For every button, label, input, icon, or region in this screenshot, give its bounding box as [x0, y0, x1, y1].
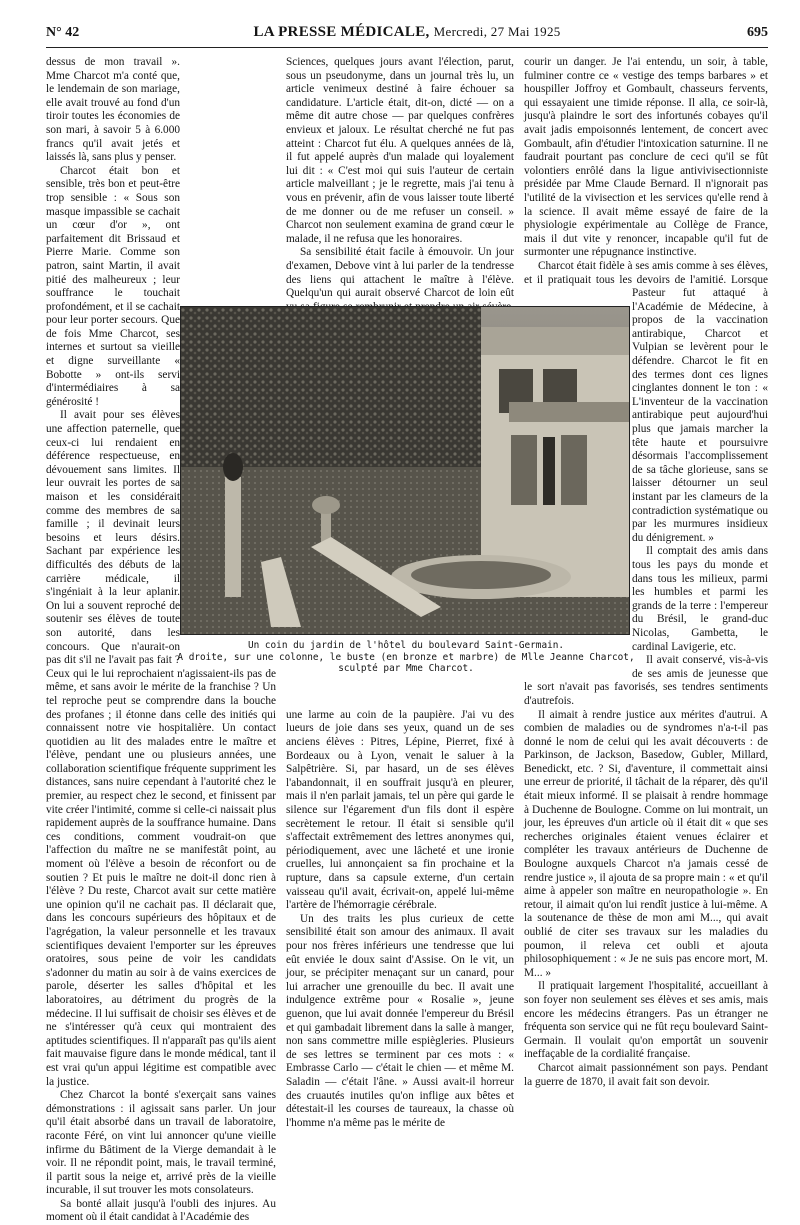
journal-name: LA PRESSE MÉDICALE,	[253, 24, 430, 40]
caption-line: A droite, sur une colonne, le buste (en bronze et marbre) de Mlle Jeanne Charcot, sculpté par Mme Charcot.	[177, 651, 635, 674]
paragraph: Charcot aimait passionnément son pays. Pendant la guerre de 1870, il avait fait son devoir.	[524, 1061, 768, 1088]
figure-spacer	[180, 56, 276, 308]
page-number: 695	[747, 25, 768, 40]
paragraph: Chez Charcot la bonté s'exerçait sans vaines démonstrations : il agissait sans parler. Un jour qu'il était absorbé dans un travail de laboratoire, raconte Féré, on vint lui annoncer qu'une vieille infirme du Bâtiment de la Vierge demandait à le voir. Il ne répondit point, mais, le travail terminé, il partit sous la neige et, arrivé près de la vieille incurable, il sut trouver les mots consolateurs.	[46, 1089, 276, 1197]
paragraph: Sciences, quelques jours avant l'élection, parut, sous un pseudonyme, dans un journal très lu, un article venimeux destiné à faire échouer sa candidature. L'article était, dit-on, dicté — on a même dit autre chose — par quelques confrères envieux et jaloux. Le résultat cherché ne fut pas atteint : Charcot fut élu. A quelques années de là, il fut appelé auprès d'un malade qui loyalement lui dit : « C'est moi qui suis l'auteur de certain article malveillant ; je le regrette, mais j'ai tenu à vous en prévenir, afin de vous laisser toute liberté de me donner ou de me refuser un conseil. » Charcot non seulement examina de grand cœur le malade, il ne refusa que les honoraires.	[286, 56, 514, 245]
paragraph: Il comptait des amis dans tous les pays du monde et dans tous les milieux, parmi les humbles et parmi les grands de la terre : l'empereur du Brésil, le grand-duc Nicolas, Gambetta, le cardinal Lavigerie, etc.	[632, 545, 768, 653]
page-header	[46, 23, 768, 47]
paragraph: Il avait pour ses élèves une affection paternelle, que ceux-ci lui rendaient en déférence respectueuse, en dévouement sans limites. Il leur ouvrait les portes de sa maison et les considérait comme des membres de sa famille ; il devinait leurs besoins et leurs désirs. Sachant par expérience les difficultés des débuts de la carrière médicale, il s'ingéniait à la leur aplanir. On lui a souvent reproché de soutenir ses élèves de toute son autorité, dans les concours. Que n'aurait-on pas dit s'il ne l'avait pas fait ? Ceux qui le lui reprochaient n'agissaient-ils pas de même, et sans avoir le mérite de la franchise ? Un tel reproche peut se comprendre dans la bouche des profanes ; il étonne dans celle des initiés qui connaissent notre vie hospitalière. Un contact quotidien au lit des malades entre le maître et l'élève, pendant une ou plusieurs années, une collaboration scientifique fréquente suppriment les distances, sans nuire cependant à l'autorité chez le premier, au respect chez le second, et finissent par vite créer l'intimité, comme si celle-ci naissait plus rapidement auprès de la souffrance humaine. Dans ces conditions, comment voudrait-on que l'affection du maître ne se manifestât point, au moment où l'élève a besoin de réconfort ou de soutien ? Et puis le maître ne doit-il donc rien à l'élève ? Du reste, Charcot avait sur cette matière une opinion qu'il ne cachait pas. Il déclarait que, dans les concours supérieurs des hôpitaux et de l'agrégation, la valeur personnelle et les travaux scientifiques devaient l'emporter sur les épreuves oratoires, sous peine de voir les candidats s'adonner du matin au soir à de vains exercices de parole, déserter les salles d'hôpital et les laboratoires, au détriment du progrès de la médecine. Il lui suffisait de choisir ses élèves et de ne s'intéresser qu'à ceux qui montraient des aptitudes scientifiques. Il n'apparaît pas qu'ils aient fait mauvaise figure dans le monde médical, tant il est vrai qu'un appui légitime est compatible avec la justice.	[46, 409, 276, 1088]
paragraph: courir un danger. Je l'ai entendu, un soir, à table, fulminer contre ce « vestige des temps barbares » et houspiller Joffroy et Gombault, chasseurs fervents, qui essayaient une timide réponse. Il alla, ce soir-là, jusqu'à plaindre le sort des infortunés cobayes qu'il avait jadis empoisonnés lentement, de concert avec Gombault, afin d'étudier l'intoxication saturnine. Il ne faudrait pourtant pas conclure de ceci qu'il se fût volontiers enrôlé dans la ligue antivivisectionniste présidée par Mme Claude Bernard. Il n'ignorait pas l'utilité de la vivisection et les services qu'elle rend à la science. Il avait même essayé de faire de la physiologie expérimentale au Collège de France, mais il dut vite y renoncer, incapable qu'il fut de surmonter une répugnance instinctive.	[524, 56, 768, 259]
header-rule	[46, 47, 768, 48]
issue-number: N° 42	[46, 25, 80, 40]
paragraph: Il aimait à rendre justice aux mérites d'autrui. A combien de maladies ou de syndromes n'a-t-il pas donné le nom de celui qui les avait découverts : de Parkinson, de Jackson, Basedow, Gubler, Millard, Benedickt, etc. ? Si, d'aventure, il commettait ainsi une erreur de priorité, il tâchait de la réparer, dès qu'il était mieux informé. Il se plaisait à rendre hommage à Duchenne de Boulogne. Comme on lui montrait, un jour, les épreuves d'un article où il était dit « que ses recherches originales étaient venues éclairer et compléter les travaux antérieurs de Duchenne de Boulogne auxquels Charcot n'a jamais cessé de rendre justice », il ajouta de sa propre main : « et qu'il aime à appeler son maître en neuropathologie ». En retour, il aimait qu'on lui rendît justice à lui-même. A la soutenance de thèse de mon ami M..., qui avait oublié de citer ses travaux sur les maladies du poumon, il releva cet oubli et ajouta philosophiquement : « Je ne suis pas encore mort, M. M... »	[524, 708, 768, 979]
paragraph: Sa bonté allait jusqu'à l'oubli des injures. Au moment où il était candidat à l'Académie des	[46, 1197, 276, 1224]
paragraph: Un des traits les plus curieux de cette sensibilité était son amour des animaux. Il avait pour nos frères inférieurs une tendresse que lui eût enviée le doux saint d'Assise. On le vit, un jour, se précipiter menaçant sur un canard, pour lui arracher une grenouille du bec. Il avait une indulgence extrême pour « Rosalie », jeune guenon, que lui avait donnée l'empereur du Brésil et qui gambadait librement dans la salle à manger, non sans commettre mille espiègleries. Plusieurs de ses lettres se terminent par ces mots : « Embrasse Carlo — c'était le chien — et même M. Saladin — c'était l'âne. » Aussi avait-il horreur des cruautés inutiles qu'on inflige aux bêtes et détestait-il les courses de taureaux, la chasse où l'homme n'a même pas le mérite de	[286, 912, 514, 1129]
figure-caption	[168, 640, 644, 675]
garden-photograph	[180, 306, 630, 635]
paragraph: Charcot était fidèle à ses amis comme à ses élèves, et il pratiquait tous les devoirs de l'amitié. Lorsque Pasteur fut attaqué à l'Académie de Médecine, à propos de la vaccination antirabique, Charcot et Vulpian se levèrent pour le défendre. Charcot le fit en des termes dont ces lignes cinglantes donnent le ton : « L'inventeur de la vaccination antirabique peut aujourd'hui plus que jamais marcher la tête haute et poursuivre désormais l'accomplissement de sa tâche glorieuse, sans se laisser détourner un seul instant par les clameurs de la contradiction systématique ou par les murmures insidieux du dénigrement. »	[524, 259, 768, 544]
paragraph: Il avait conservé, vis-à-vis de ses amis de jeunesse que le sort n'avait pas favorisés, ses tendres sentiments d'autrefois.	[524, 654, 768, 707]
paragraph: Il pratiquait largement l'hospitalité, accueillant à son foyer non seulement ses élèves et ses amis, mais encore les médecins étrangers. Pas un étranger ne fréquenta son service qui ne fût reçu boulevard Saint-Germain. Il voulait qu'on emportât un souvenir ineffaçable de la cordialité française.	[524, 980, 768, 1061]
paragraph: dessus de mon travail ». Mme Charcot m'a conté que, le lendemain de son mariage, elle avait trouvé au fond d'un tiroir toutes les économies de son mari, à savoir 5 à 6.000 francs qu'il avait jetés et laissés là, sans plus y penser.	[46, 56, 180, 164]
paragraph: Charcot était bon et sensible, très bon et peut-être trop sensible : « Sous son masque impassible se cachait un cœur d'or », ont parfaitement dit Brissaud et Pierre Marie. Comme son patron, saint Martin, il avait pitié des malheureux ; leur souffrance le touchait profondément, et il se cachait pour leur porter secours. Que de fois Mme Charcot, ses internes et surtout sa vieille et digne surveillante « Bobotte » ont-ils servi d'intermédiaires à sa générosité !	[46, 164, 180, 408]
issue-date: Mercredi, 27 Mai 1925	[433, 24, 561, 39]
journal-title	[46, 24, 768, 41]
paragraph: une larme au coin de la paupière. J'ai vu des lueurs de joie dans ses yeux, quand un de ses anciens élèves : Pitres, Lépine, Pierret, fixé à Bordeaux ou à Lyon, venait le saluer à la Salpêtrière. Si, par hasard, un de ses élèves l'abandonnait, il en souffrait jusqu'à en pleurer, mais il n'en parlait jamais, tel un père qui garde le silence sur l'égarement d'un fils dont il espère secrètement le retour. Il était si sensible qu'il s'affectait extrêmement des lettres anonymes qui, périodiquement, avec une lâcheté et une ironie cruelles, lui annonçaient sa fin prochaine et la rupture, dans sa capsule externe, d'un certain vaisseau qu'il avait, écrivait-on, appelé lui-même l'artère de l'hémorragie cérébrale.	[286, 708, 514, 912]
caption-line: Un coin du jardin de l'hôtel du boulevard Saint-Germain.	[247, 640, 565, 651]
paragraph: Sa sensibilité était facile à émouvoir. Un jour d'examen, Debove vint à lui parler de la tendresse des liens qui attachent le maître à l'élève. Quelqu'un qui aurait observé Charcot de loin eût	[286, 246, 514, 300]
